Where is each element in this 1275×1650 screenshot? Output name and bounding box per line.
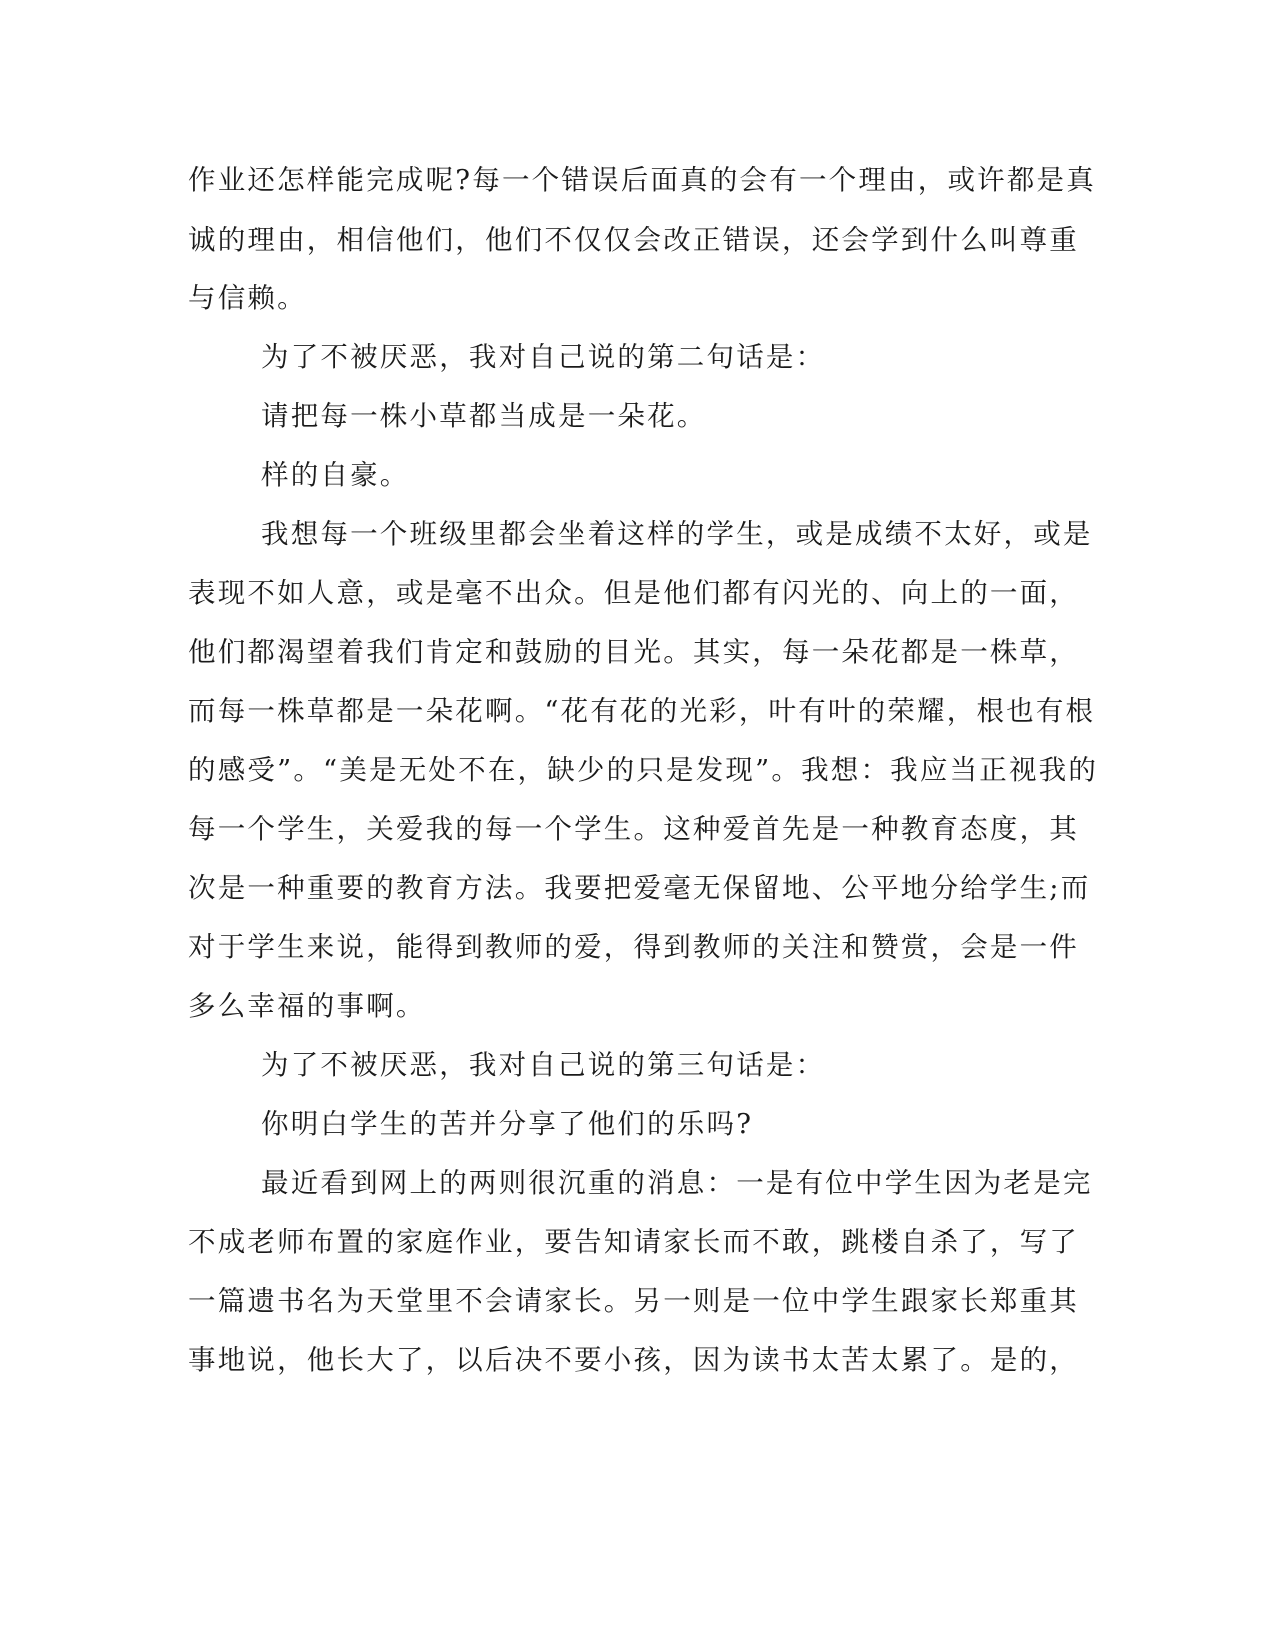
text-line: 诚的理由，相信他们，他们不仅仅会改正错误，还会学到什么叫尊重 (188, 224, 1079, 256)
text-line: 最近看到网上的两则很沉重的消息：一是有位中学生因为老是完 (261, 1167, 1093, 1199)
text-line: 而每一株草都是一朵花啊。“花有花的光彩，叶有叶的荣耀，根也有根 (188, 695, 1096, 727)
text-line: 表现不如人意，或是毫不出众。但是他们都有闪光的、向上的一面， (188, 577, 1079, 609)
text-line: 他们都渴望着我们肯定和鼓励的目光。其实，每一朵花都是一株草， (188, 636, 1079, 668)
text-line: 多么幸福的事啊。 (188, 990, 426, 1022)
text-line: 事地说，他长大了，以后决不要小孩，因为读书太苦太累了。是的， (188, 1344, 1079, 1376)
text-line: 为了不被厌恶，我对自己说的第二句话是： (261, 341, 826, 373)
text-line: 的感受”。“美是无处不在，缺少的只是发现”。我想：我应当正视我的 (188, 754, 1099, 786)
text-line: 你明白学生的苦并分享了他们的乐吗? (261, 1108, 754, 1140)
text-line: 样的自豪。 (261, 459, 410, 491)
text-line: 一篇遗书名为天堂里不会请家长。另一则是一位中学生跟家长郑重其 (188, 1285, 1079, 1317)
text-line: 为了不被厌恶，我对自己说的第三句话是： (261, 1049, 826, 1081)
text-line: 请把每一株小草都当成是一朵花。 (261, 400, 707, 432)
text-line: 不成老师布置的家庭作业，要告知请家长而不敢，跳楼自杀了，写了 (188, 1226, 1079, 1258)
text-line: 我想每一个班级里都会坐着这样的学生，或是成绩不太好，或是 (261, 518, 1093, 550)
text-line: 对于学生来说，能得到教师的爱，得到教师的关注和赞赏，会是一件 (188, 931, 1079, 963)
text-line: 每一个学生，关爱我的每一个学生。这种爱首先是一种教育态度，其 (188, 813, 1079, 845)
text-line: 作业还怎样能完成呢?每一个错误后面真的会有一个理由，或许都是真 (188, 164, 1096, 196)
text-line: 次是一种重要的教育方法。我要把爱毫无保留地、公平地分给学生;而 (188, 872, 1091, 904)
text-line: 与信赖。 (188, 282, 307, 314)
